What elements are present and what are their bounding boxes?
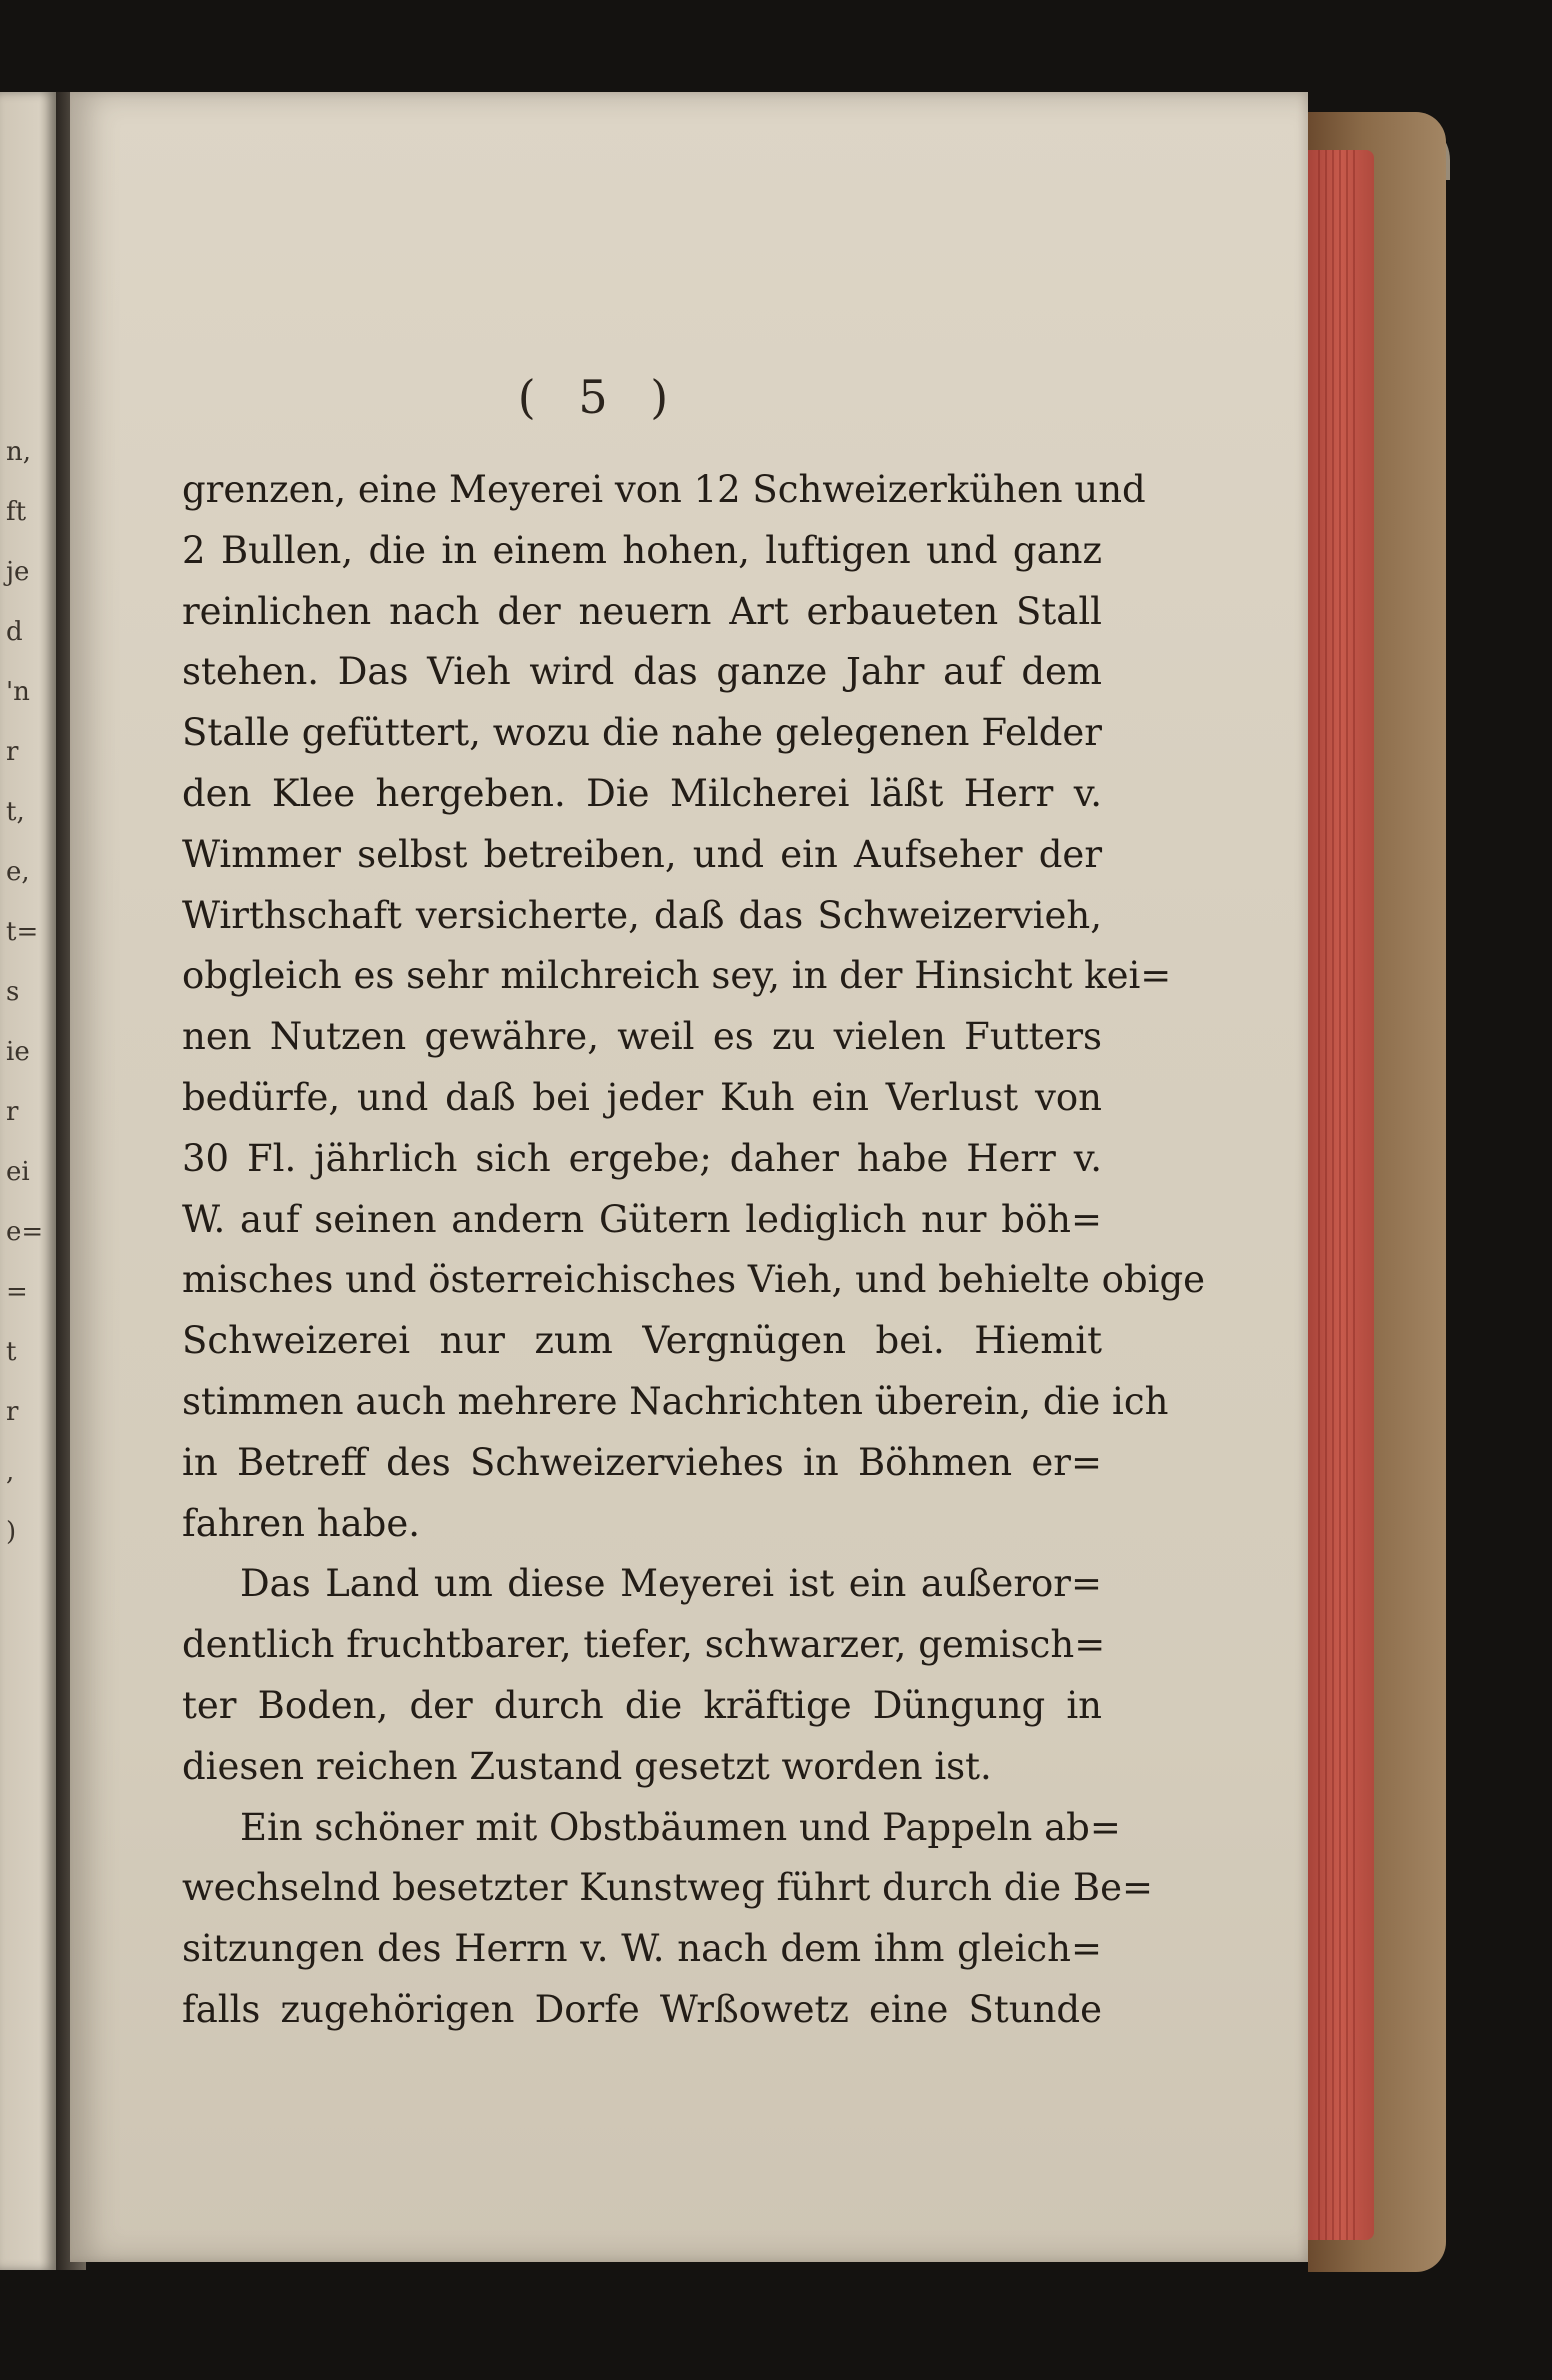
previous-page-fragment: r <box>6 1397 19 1427</box>
previous-page-text-fragments <box>6 422 46 1562</box>
text-line: Stalle gefüttert, wozu die nahe gelegenen Felder <box>182 711 1102 755</box>
previous-page-fragment: e= <box>6 1217 44 1247</box>
text-line: sitzungen des Herrn v. W. nach dem ihm gleich= <box>182 1927 1102 1971</box>
text-line: Wimmer selbst betreiben, und ein Aufseher der <box>182 832 1102 876</box>
text-line: bedürfe, und daß bei jeder Kuh ein Verlust von <box>182 1075 1102 1119</box>
text-line: ter Boden, der durch die kräftige Düngung in <box>182 1683 1102 1727</box>
text-line: wechselnd besetzter Kunstweg führt durch die Be= <box>182 1866 1153 1910</box>
previous-page-fragment: t, <box>6 797 25 827</box>
previous-page-fragment: r <box>6 1097 19 1127</box>
previous-page-fragment: n, <box>6 437 32 467</box>
text-line: den Klee hergeben. Die Milcherei läßt Herr v. <box>182 771 1102 815</box>
previous-page-fragment: d <box>6 617 23 647</box>
previous-page-fragment: s <box>6 977 20 1007</box>
text-line: in Betreff des Schweizerviehes in Böhmen er= <box>182 1440 1102 1484</box>
text-line: Schweizerei nur zum Vergnügen bei. Hiemit <box>182 1319 1102 1363</box>
text-line: fahren habe. <box>182 1501 420 1545</box>
previous-page-fragment: ft <box>6 497 27 527</box>
previous-page-fragment: , <box>6 1457 15 1487</box>
previous-page-fragment: e, <box>6 857 30 887</box>
text-line: reinlichen nach der neuern Art erbaueten Stall <box>182 589 1102 633</box>
text-line: grenzen, eine Meyerei von 12 Schweizerkühen und <box>182 468 1146 511</box>
text-line: Das Land um diese Meyerei ist ein außeror= <box>240 1562 1102 1606</box>
text-line: dentlich fruchtbarer, tiefer, schwarzer, gemisch= <box>182 1623 1106 1667</box>
previous-page-edge <box>0 92 56 2270</box>
text-line: diesen reichen Zustand gesetzt worden ist. <box>182 1744 992 1788</box>
page-text <box>182 460 1206 2041</box>
previous-page-fragment: t <box>6 1337 17 1367</box>
previous-page-fragment: r <box>6 737 19 767</box>
previous-page-fragment: ) <box>6 1517 17 1547</box>
text-line: falls zugehörigen Dorfe Wrßowetz eine Stunde <box>182 1987 1102 2031</box>
previous-page-fragment: ie <box>6 1037 30 1067</box>
previous-page-fragment: = <box>6 1277 28 1307</box>
text-line: obgleich es sehr milchreich sey, in der Hinsicht kei= <box>182 954 1172 998</box>
previous-page-fragment: ei <box>6 1157 30 1187</box>
page-number: ( 5 ) <box>517 370 683 424</box>
text-line: nen Nutzen gewähre, weil es zu vielen Futters <box>182 1015 1102 1059</box>
page-edge-lines <box>1318 150 1358 2240</box>
text-line: 2 Bullen, die in einem hohen, luftigen und ganz <box>182 528 1102 572</box>
previous-page-fragment: 'n <box>6 677 30 707</box>
text-line: stimmen auch mehrere Nachrichten überein, die ich <box>182 1379 1169 1423</box>
text-line: Ein schöner mit Obstbäumen und Pappeln ab= <box>240 1805 1121 1849</box>
text-line: Wirthschaft versicherte, daß das Schweizervieh, <box>182 893 1102 937</box>
text-line: misches und österreichisches Vieh, und behielte obige <box>182 1258 1206 1302</box>
text-line: stehen. Das Vieh wird das ganze Jahr auf dem <box>182 650 1102 694</box>
text-line: W. auf seinen andern Gütern lediglich nur böh= <box>182 1197 1102 1241</box>
book-page <box>70 92 1308 2262</box>
text-line: 30 Fl. jährlich sich ergebe; daher habe Herr v. <box>182 1136 1102 1180</box>
previous-page-fragment: je <box>6 557 30 587</box>
previous-page-fragment: t= <box>6 917 39 947</box>
